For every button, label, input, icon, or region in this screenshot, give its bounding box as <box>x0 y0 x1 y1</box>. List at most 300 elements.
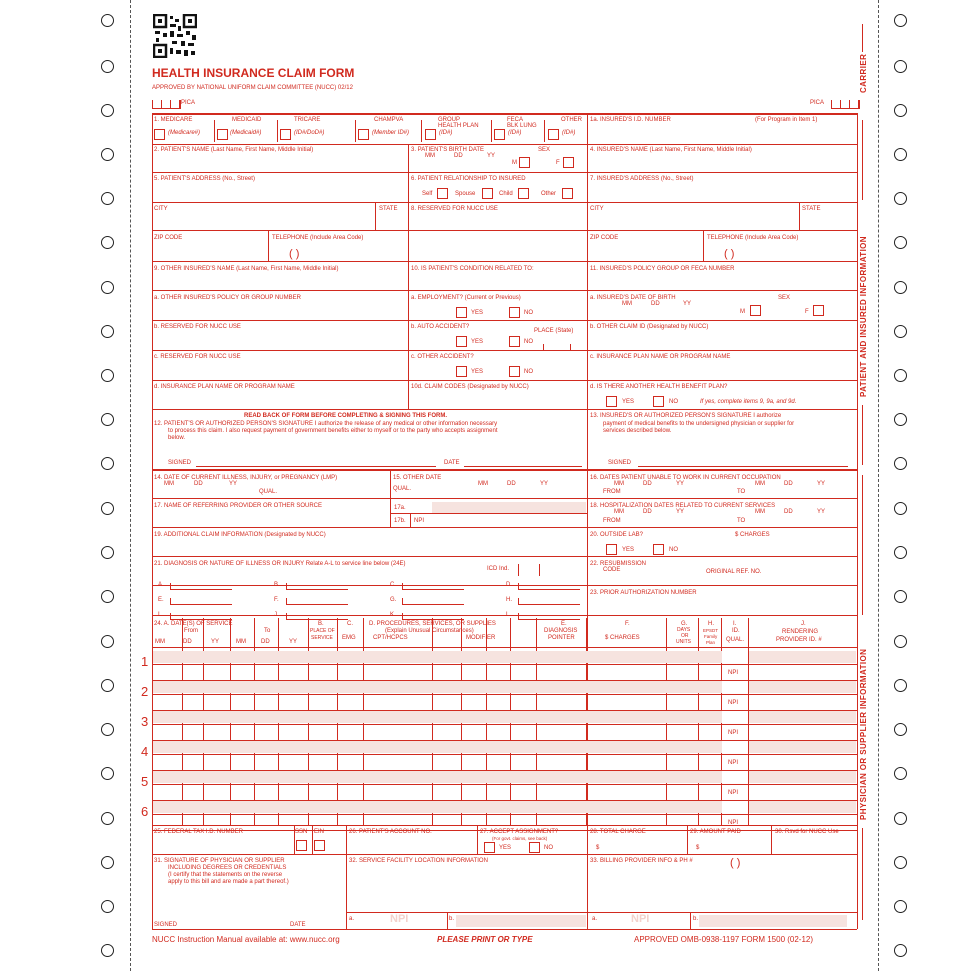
box11a-yy: YY <box>683 301 692 307</box>
grid-vline <box>410 513 411 527</box>
box33b-label: b. <box>693 916 699 922</box>
box12-date: DATE <box>444 460 460 466</box>
grid-hline <box>152 380 857 381</box>
service-line-row[interactable] <box>153 784 856 800</box>
diagnosis-field[interactable] <box>402 619 464 620</box>
service-line-row[interactable] <box>153 694 856 710</box>
box11a-sex: SEX <box>778 295 791 301</box>
box24-f2: $ CHARGES <box>605 635 640 641</box>
box18-dd2: DD <box>784 509 793 515</box>
box6-child: Child <box>499 191 513 197</box>
other-plan-no-checkbox[interactable] <box>653 396 664 407</box>
service-line-shaded-right <box>749 771 856 783</box>
tractor-hole-right <box>894 944 907 957</box>
outside-lab-yes-checkbox[interactable] <box>606 544 617 555</box>
box24-d3: CPT/HCPCS <box>373 635 408 641</box>
pica-right: PICA <box>810 100 825 106</box>
grid-hline <box>152 585 857 586</box>
box1-feca-id: (ID#) <box>508 130 522 136</box>
medicaid-checkbox[interactable] <box>217 129 228 140</box>
box31-text4: apply to this bill and are made a part thereof.) <box>168 879 289 885</box>
grid-hline <box>152 409 857 410</box>
tractor-hole-right <box>894 502 907 515</box>
box13-text1: 13. INSURED'S OR AUTHORIZED PERSON'S SIGNATURE I authorize <box>590 413 782 419</box>
insured-tel-label: TELEPHONE (Include Area Code) <box>707 235 799 241</box>
box18-mm1: MM <box>614 509 624 515</box>
tax-id-ein-checkbox[interactable] <box>314 840 325 851</box>
box11a-label: a. INSURED'S DATE OF BIRTH <box>590 295 676 301</box>
box27-yes: YES <box>499 845 512 851</box>
diagnosis-field-tick <box>170 583 171 589</box>
box12-signature-line[interactable] <box>196 466 436 467</box>
box21-icd: ICD Ind. <box>487 566 510 572</box>
box3-dd: DD <box>454 153 463 159</box>
box25-label: 25. FEDERAL TAX I.D. NUMBER <box>154 829 243 835</box>
tractor-hole-left <box>101 413 114 426</box>
grid-hline <box>152 854 857 855</box>
diagnosis-field[interactable] <box>170 619 232 620</box>
box17b-npi: NPI <box>414 518 425 524</box>
insured-city-label: CITY <box>590 206 604 212</box>
grid-vline <box>355 120 356 142</box>
box11a-f: F <box>805 309 809 315</box>
other-checkbox[interactable] <box>548 129 559 140</box>
diagnosis-letter: E. <box>158 597 164 603</box>
box12-text2: to process this claim. I also request payment of government benefits either to myself or to the party who accepts assignment <box>168 428 498 434</box>
tractor-hole-left <box>101 900 114 913</box>
tractor-hole-right <box>894 635 907 648</box>
box9c-label: c. RESERVED FOR NUCC USE <box>154 354 241 360</box>
box24-g2: DAYS <box>677 627 691 633</box>
box24-b: B. <box>318 621 324 627</box>
patient-tel-label: TELEPHONE (Include Area Code) <box>272 235 364 241</box>
grid-vline <box>447 912 448 929</box>
box24-j3: PROVIDER ID. # <box>776 637 822 643</box>
diagnosis-field[interactable] <box>402 589 464 590</box>
carrier-arrow-line <box>862 24 863 52</box>
box9d-label: d. INSURANCE PLAN NAME OR PROGRAM NAME <box>154 384 295 390</box>
service-line-shaded-right <box>749 651 856 663</box>
box12-text3: below. <box>168 435 186 441</box>
box18-from: FROM <box>603 518 621 524</box>
tractor-hole-left <box>101 60 114 73</box>
auto-accident-no-checkbox[interactable] <box>509 336 520 347</box>
service-line-npi: NPI <box>728 820 739 826</box>
box9b-label: b. RESERVED FOR NUCC USE <box>154 324 241 330</box>
box32a-label: a. <box>349 916 355 922</box>
box33-paren: ( ) <box>730 857 741 869</box>
tractor-hole-left <box>101 812 114 825</box>
diagnosis-field-tick <box>518 583 519 589</box>
box24-i: I. <box>733 621 737 627</box>
patient-tel-paren: ( ) <box>289 248 300 260</box>
box10c-yes: YES <box>471 369 484 375</box>
service-line-shaded-right <box>749 741 856 753</box>
diagnosis-letter: I. <box>158 612 162 618</box>
box15-mm: MM <box>478 481 488 487</box>
box12-signed: SIGNED <box>168 460 192 466</box>
box20-yes: YES <box>622 547 635 553</box>
box20-no: NO <box>669 547 678 553</box>
auto-accident-yes-checkbox[interactable] <box>456 336 467 347</box>
box18-mm2: MM <box>755 509 765 515</box>
diagnosis-field[interactable] <box>286 589 348 590</box>
tractor-hole-right <box>894 679 907 692</box>
box33b-shaded <box>699 915 847 927</box>
box6-spouse: Spouse <box>455 191 476 197</box>
diagnosis-field[interactable] <box>170 604 232 605</box>
box10b-yes: YES <box>471 339 484 345</box>
box28-dollar: $ <box>596 845 600 851</box>
box9-label: 9. OTHER INSURED'S NAME (Last Name, First Name, Middle Initial) <box>154 266 339 272</box>
tractor-hole-right <box>894 325 907 338</box>
other-accident-yes-checkbox[interactable] <box>456 366 467 377</box>
tractor-hole-left <box>101 723 114 736</box>
box24-g3: OR <box>681 633 689 639</box>
box1-group-id: (ID#) <box>439 130 453 136</box>
box10a-yes: YES <box>471 310 484 316</box>
box6-other: Other <box>541 191 557 197</box>
box27-note: (For govt. claims, see back) <box>492 836 548 841</box>
diagnosis-letter: J. <box>274 612 279 618</box>
diagnosis-letter: G. <box>390 597 397 603</box>
box1-label: 1. MEDICARE <box>154 117 193 123</box>
physician-arrow-line-bottom <box>862 828 863 920</box>
other-accident-no-checkbox[interactable] <box>509 366 520 377</box>
tractor-hole-left <box>101 856 114 869</box>
box7-label: 7. INSURED'S ADDRESS (No., Street) <box>590 176 694 182</box>
box8-label: 8. RESERVED FOR NUCC USE <box>411 206 498 212</box>
tractor-hole-right <box>894 148 907 161</box>
box17a-label: 17a. <box>394 505 406 511</box>
box32a-npi-ghost: NPI <box>390 913 409 925</box>
diagnosis-field-tick <box>286 583 287 589</box>
tractor-hole-left <box>101 767 114 780</box>
box24-date-header: DD <box>261 639 270 645</box>
grid-vline <box>277 120 278 142</box>
grid-vline <box>491 120 492 142</box>
footer-center: PLEASE PRINT OR TYPE <box>437 935 533 944</box>
tractor-hole-left <box>101 457 114 470</box>
relationship-self-checkbox[interactable] <box>437 188 448 199</box>
diagnosis-letter: D. <box>506 582 512 588</box>
box31-text2: INCLUDING DEGREES OR CREDENTIALS <box>168 865 287 871</box>
box18-to: TO <box>737 518 746 524</box>
service-line-npi: NPI <box>728 700 739 706</box>
diagnosis-letter: K. <box>390 612 396 618</box>
relationship-child-checkbox[interactable] <box>518 188 529 199</box>
tractor-hole-right <box>894 60 907 73</box>
insured-state-label: STATE <box>802 206 821 212</box>
tractor-hole-right <box>894 590 907 603</box>
tractor-hole-right <box>894 14 907 27</box>
box33a-npi-ghost: NPI <box>631 913 650 925</box>
service-line-number: 5 <box>141 774 149 789</box>
patient-arrow-line-top <box>862 120 863 200</box>
box24-d2: (Explain Unusual Circumstances) <box>385 628 474 634</box>
relationship-spouse-checkbox[interactable] <box>482 188 493 199</box>
grid-hline <box>152 469 857 471</box>
box30-label: 30. Rsvd for NUCC Use <box>775 829 839 835</box>
box16-from: FROM <box>603 489 621 495</box>
carrier-side-label: CARRIER <box>859 53 868 93</box>
box13-text3: services described below. <box>603 428 672 434</box>
service-line-shaded-right <box>749 801 856 813</box>
box17-label: 17. NAME OF REFERRING PROVIDER OR OTHER SOURCE <box>154 503 323 509</box>
service-line-number: 1 <box>141 654 149 669</box>
box3-label: 3. PATIENT'S BIRTH DATE <box>411 147 485 153</box>
box1-feca2: BLK LUNG <box>507 123 537 129</box>
tractor-hole-right <box>894 546 907 559</box>
auto-accident-state-field[interactable] <box>543 344 571 351</box>
box31-text1: 31. SIGNATURE OF PHYSICIAN OR SUPPLIER <box>154 858 285 864</box>
box31-text3: (I certify that the statements on the reverse <box>168 872 283 878</box>
box33a-label: a. <box>592 916 598 922</box>
service-line-shaded <box>153 651 722 663</box>
footer-right: APPROVED OMB-0938-1197 FORM 1500 (02-12) <box>634 935 814 944</box>
box24-h2: EPSDT <box>703 628 719 633</box>
service-line-shaded <box>153 681 722 693</box>
box18-yy1: YY <box>676 509 685 515</box>
grid-hline <box>152 350 857 351</box>
grid-hline <box>152 929 857 930</box>
box11a-mm: MM <box>622 301 632 307</box>
box10a-no: NO <box>524 310 533 316</box>
service-line-npi: NPI <box>728 670 739 676</box>
box33-label: 33. BILLING PROVIDER INFO & PH # <box>590 858 693 864</box>
box24-j2: RENDERING <box>782 629 819 635</box>
insured-tel-paren: ( ) <box>724 248 735 260</box>
patient-sex-f-checkbox[interactable] <box>563 157 574 168</box>
box24-c2: EMG <box>342 635 356 641</box>
service-line-npi: NPI <box>728 790 739 796</box>
box11c-label: c. INSURANCE PLAN NAME OR PROGRAM NAME <box>590 354 731 360</box>
grid-hline <box>152 202 857 203</box>
box1-tricare: TRICARE <box>294 117 321 123</box>
box24-to: To <box>264 628 271 634</box>
tractor-hole-right <box>894 723 907 736</box>
diagnosis-field[interactable] <box>402 604 464 605</box>
box24-d: D. PROCEDURES, SERVICES, OR SUPPLIES <box>369 621 496 627</box>
grid-hline <box>152 261 857 262</box>
grid-hline <box>152 647 857 648</box>
qr-code-icon <box>153 14 197 58</box>
box31-signed: SIGNED <box>154 922 178 928</box>
employment-yes-checkbox[interactable] <box>456 307 467 318</box>
box13-signature-line[interactable] <box>638 466 848 467</box>
box15-label: 15. OTHER DATE <box>393 475 442 481</box>
accept-assignment-yes-checkbox[interactable] <box>484 842 495 853</box>
box11d-no: NO <box>669 399 678 405</box>
insured-sex-f-checkbox[interactable] <box>813 305 824 316</box>
icd-indicator-field[interactable] <box>518 564 540 576</box>
patient-zip-label: ZIP CODE <box>154 235 183 241</box>
box10d-label: 10d. CLAIM CODES (Designated by NUCC) <box>411 384 529 390</box>
box12-date-line[interactable] <box>464 466 582 467</box>
diagnosis-letter: C. <box>390 582 396 588</box>
tractor-hole-left <box>101 148 114 161</box>
box20-label: 20. OUTSIDE LAB? <box>590 532 644 538</box>
box14-dd: DD <box>194 481 203 487</box>
box24-b2: PLACE OF <box>310 628 335 634</box>
box16-dd1: DD <box>643 481 652 487</box>
tractor-hole-left <box>101 369 114 382</box>
box24-e2: DIAGNOSIS <box>544 628 578 634</box>
box2-label: 2. PATIENT'S NAME (Last Name, First Name, Middle Initial) <box>154 147 314 153</box>
box1-group2: HEALTH PLAN <box>438 123 479 129</box>
box11-label: 11. INSURED'S POLICY GROUP OR FECA NUMBER <box>590 266 735 272</box>
box19-label: 19. ADDITIONAL CLAIM INFORMATION (Designated by NUCC) <box>154 532 326 538</box>
insured-sex-m-checkbox[interactable] <box>750 305 761 316</box>
tractor-hole-right <box>894 104 907 117</box>
accept-assignment-no-checkbox[interactable] <box>529 842 540 853</box>
box24-c: C. <box>347 621 353 627</box>
service-line-row[interactable] <box>153 724 856 740</box>
box10b-no: NO <box>524 339 533 345</box>
service-line-shaded-right <box>749 681 856 693</box>
relationship-other-checkbox[interactable] <box>562 188 573 199</box>
insured-zip-label: ZIP CODE <box>590 235 619 241</box>
service-line-shaded <box>153 711 722 723</box>
box25-ssn: SSN <box>295 829 308 835</box>
box18-label: 18. HOSPITALIZATION DATES RELATED TO CURRENT SERVICES <box>590 503 776 509</box>
tricare-checkbox[interactable] <box>280 129 291 140</box>
diagnosis-field-tick <box>286 613 287 619</box>
box24-date-header: DD <box>183 639 192 645</box>
box21-label: 21. DIAGNOSIS OR NATURE OF ILLNESS OR INJURY Relate A-L to service line below (24E) <box>154 561 406 567</box>
other-plan-yes-checkbox[interactable] <box>606 396 617 407</box>
box24-date-header: YY <box>289 639 298 645</box>
box12-text1: 12. PATIENT'S OR AUTHORIZED PERSON'S SIGNATURE I authorize the release of any medical or other information necessary <box>154 421 498 427</box>
box14-yy: YY <box>229 481 238 487</box>
service-line-row[interactable] <box>153 814 856 830</box>
patient-insured-side-label: PATIENT AND INSURED INFORMATION <box>859 236 868 397</box>
grid-vline <box>799 202 800 230</box>
champva-checkbox[interactable] <box>358 129 369 140</box>
box32b-shaded <box>456 915 586 927</box>
diagnosis-field[interactable] <box>286 619 348 620</box>
diagnosis-field[interactable] <box>518 604 580 605</box>
right-perforation <box>878 0 879 971</box>
diagnosis-letter: A. <box>158 582 164 588</box>
box6-label: 6. PATIENT RELATIONSHIP TO INSURED <box>411 176 526 182</box>
box10-label: 10. IS PATIENT'S CONDITION RELATED TO: <box>411 266 534 272</box>
box1-medicaid-id: (Medicaid#) <box>230 130 262 136</box>
box31-date: DATE <box>290 922 306 928</box>
box27-no: NO <box>544 845 553 851</box>
group-checkbox[interactable] <box>425 129 436 140</box>
box16-yy2: YY <box>817 481 826 487</box>
grid-vline <box>390 469 391 527</box>
box24-from: From <box>184 628 198 634</box>
medicare-checkbox[interactable] <box>154 129 165 140</box>
grid-vline <box>544 120 545 142</box>
grid-vline <box>346 825 347 929</box>
box1-group: GROUP <box>438 117 461 123</box>
tractor-hole-left <box>101 14 114 27</box>
service-line-row[interactable] <box>153 664 856 680</box>
box1a-note: (For Program in Item 1) <box>755 117 818 123</box>
tax-id-ssn-checkbox[interactable] <box>296 840 307 851</box>
diagnosis-letter: F. <box>274 597 279 603</box>
box11a-m: M <box>740 309 745 315</box>
box16-yy1: YY <box>676 481 685 487</box>
grid-vline <box>408 144 409 409</box>
box1a-label: 1a. INSURED'S I.D. NUMBER <box>590 117 671 123</box>
box24-e: E. <box>561 621 567 627</box>
tractor-hole-right <box>894 767 907 780</box>
grid-hline <box>152 527 857 528</box>
diagnosis-field[interactable] <box>286 604 348 605</box>
box22-label: 22. RESUBMISSION <box>590 561 647 567</box>
box10c-label: c. OTHER ACCIDENT? <box>411 354 474 360</box>
box15-dd: DD <box>507 481 516 487</box>
outside-lab-no-checkbox[interactable] <box>653 544 664 555</box>
grid-vline <box>268 230 269 261</box>
grid-hline <box>152 172 857 173</box>
box22-code: CODE <box>603 567 621 573</box>
grid-hline <box>152 556 857 557</box>
box14-label: 14. DATE OF CURRENT ILLNESS, INJURY, or PREGNANCY (LMP) <box>154 475 338 481</box>
patient-sex-m-checkbox[interactable] <box>519 157 530 168</box>
tractor-hole-right <box>894 236 907 249</box>
diagnosis-field[interactable] <box>170 589 232 590</box>
box24-g: G. <box>681 621 688 627</box>
box3-m: M <box>512 160 517 166</box>
employment-no-checkbox[interactable] <box>509 307 520 318</box>
grid-hline <box>346 912 857 913</box>
read-back-note: READ BACK OF FORM BEFORE COMPLETING & SIGNING THIS FORM. <box>244 413 447 419</box>
box9a-label: a. OTHER INSURED'S POLICY OR GROUP NUMBER <box>154 295 301 301</box>
diagnosis-field-tick <box>170 598 171 604</box>
grid-hline <box>152 290 857 291</box>
box14-mm: MM <box>164 481 174 487</box>
box24-b3: SERVICE <box>311 635 333 641</box>
service-line-number: 3 <box>141 714 149 729</box>
diagnosis-field[interactable] <box>518 619 580 620</box>
tractor-hole-right <box>894 900 907 913</box>
service-line-shaded <box>153 801 722 813</box>
patient-city-label: CITY <box>154 206 168 212</box>
grid-hline <box>152 144 857 145</box>
box11d-note: If yes, complete items 9, 9a, and 9d. <box>700 399 797 405</box>
service-line-number: 2 <box>141 684 149 699</box>
patient-arrow-line-bottom <box>862 405 863 465</box>
box24-f: F. <box>625 621 630 627</box>
box16-label: 16. DATES PATIENT UNABLE TO WORK IN CURRENT OCCUPATION <box>590 475 781 481</box>
tractor-hole-right <box>894 856 907 869</box>
box24-date-header: YY <box>211 639 220 645</box>
feca-checkbox[interactable] <box>494 129 505 140</box>
service-line-row[interactable] <box>153 754 856 770</box>
diagnosis-field-tick <box>402 613 403 619</box>
box29-label: 29. AMOUNT PAID <box>690 829 741 835</box>
box1-tricare-id: (ID#/DoD#) <box>294 130 325 136</box>
box24-g4: UNITS <box>676 639 691 645</box>
box13-text2: payment of medical benefits to the undersigned physician or supplier for <box>603 421 795 427</box>
tractor-hole-right <box>894 413 907 426</box>
diagnosis-letter: H. <box>506 597 512 603</box>
service-line-number: 6 <box>141 804 149 819</box>
diagnosis-field[interactable] <box>518 589 580 590</box>
box24-i3: QUAL. <box>726 637 745 643</box>
box29-dollar: $ <box>696 845 700 851</box>
box6-self: Self <box>422 191 433 197</box>
grid-hline <box>152 615 857 616</box>
box15-yy: YY <box>540 481 549 487</box>
tractor-hole-right <box>894 369 907 382</box>
box15-qual: QUAL. <box>393 486 412 492</box>
